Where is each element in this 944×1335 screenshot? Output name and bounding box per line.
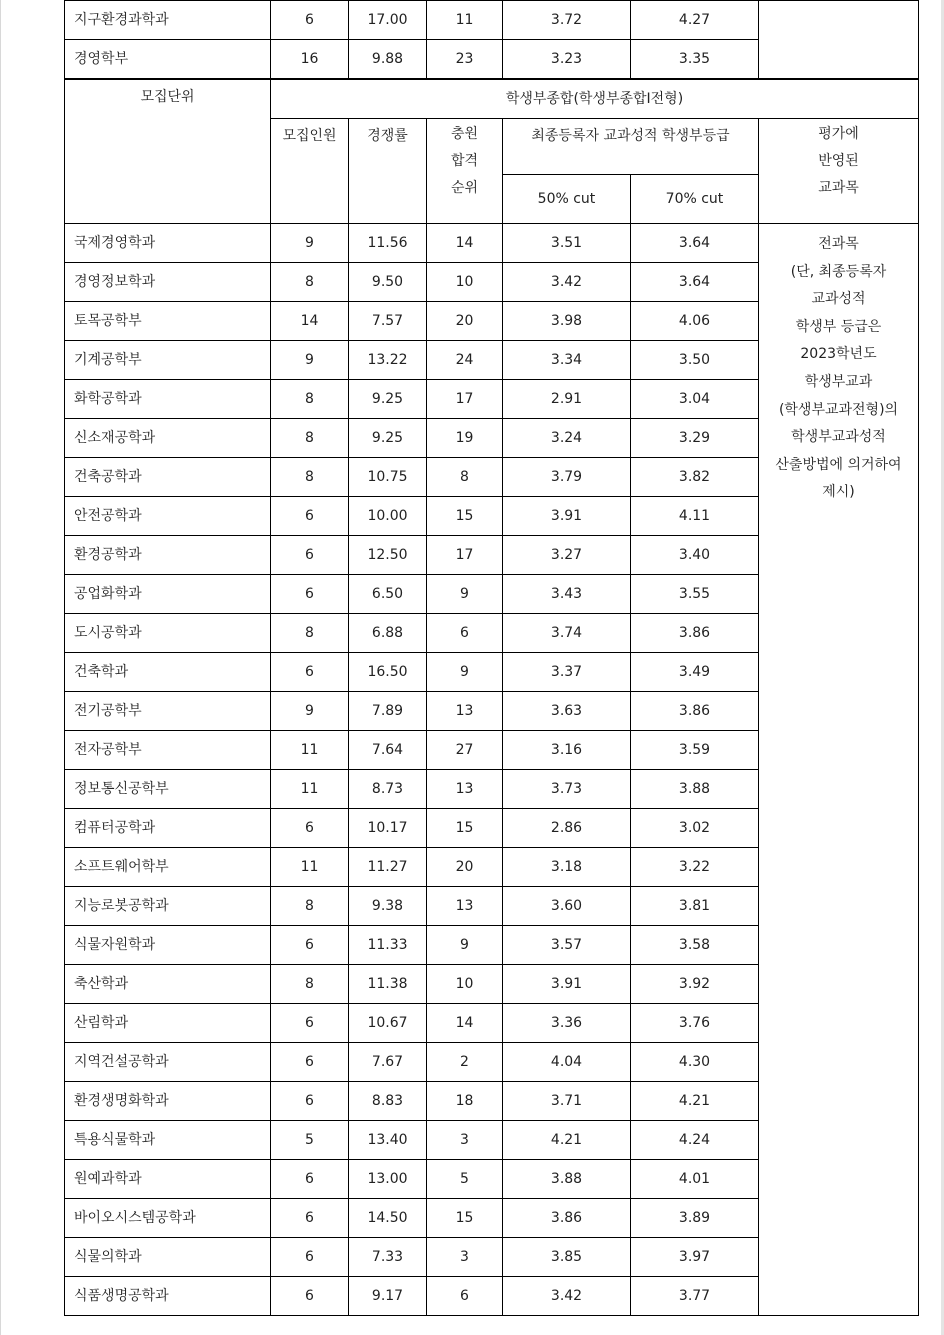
rank-value: 17 [427,380,503,419]
cut70-value: 4.21 [631,1082,759,1121]
cut50-value: 3.23 [503,40,631,80]
ratio-value: 13.00 [349,1160,427,1199]
cut50-value: 3.42 [503,263,631,302]
cut50-value: 3.16 [503,731,631,770]
quota-value: 9 [271,224,349,263]
ratio-value: 7.33 [349,1238,427,1277]
quota-value: 11 [271,731,349,770]
cut70-value: 3.49 [631,653,759,692]
quota-value: 8 [271,965,349,1004]
quota-value: 6 [271,575,349,614]
header-admission-type: 학생부종합(학생부종합I전형) [271,79,919,119]
cut70-value: 4.27 [631,1,759,40]
note-line: (단, 최종등록자 [790,263,887,280]
unit-name: 안전공학과 [65,497,271,536]
note-line: 학생부 등급은 [795,318,882,335]
header-unit: 모집단위 [65,79,271,224]
unit-name: 전자공학부 [65,731,271,770]
cut50-value: 3.37 [503,653,631,692]
prev-subjects-cell [759,1,919,80]
note-line: 산출방법에 의거하여 [775,456,902,473]
cut50-value: 3.72 [503,1,631,40]
cut50-value: 3.71 [503,1082,631,1121]
rank-value: 2 [427,1043,503,1082]
unit-name: 신소재공학과 [65,419,271,458]
ratio-value: 8.73 [349,770,427,809]
ratio-value: 7.57 [349,302,427,341]
quota-value: 16 [271,40,349,80]
header-rank-line: 충원 [450,126,479,142]
rank-value: 9 [427,926,503,965]
ratio-value: 7.89 [349,692,427,731]
unit-name: 지능로봇공학과 [65,887,271,926]
quota-value: 8 [271,380,349,419]
quota-value: 6 [271,497,349,536]
cut50-value: 3.18 [503,848,631,887]
unit-name: 경영학부 [65,40,271,80]
note-line: 제시) [822,484,855,501]
cut50-value: 3.98 [503,302,631,341]
quota-value: 6 [271,536,349,575]
cut70-value: 3.64 [631,224,759,263]
ratio-value: 13.22 [349,341,427,380]
cut50-value: 4.04 [503,1043,631,1082]
ratio-value: 9.88 [349,40,427,80]
rank-value: 18 [427,1082,503,1121]
cut70-value: 3.97 [631,1238,759,1277]
unit-name: 식물의학과 [65,1238,271,1277]
rank-value: 14 [427,1004,503,1043]
quota-value: 6 [271,1004,349,1043]
unit-name: 바이오시스템공학과 [65,1199,271,1238]
rank-value: 15 [427,809,503,848]
ratio-value: 10.67 [349,1004,427,1043]
cut50-value: 4.21 [503,1121,631,1160]
cut70-value: 3.86 [631,614,759,653]
quota-value: 11 [271,848,349,887]
unit-name: 공업화학과 [65,575,271,614]
unit-name: 기계공학부 [65,341,271,380]
header-row-1 [65,79,919,119]
quota-value: 6 [271,1,349,40]
cut50-value: 3.91 [503,965,631,1004]
header-rank-line: 합격 [450,153,479,169]
rank-value: 13 [427,692,503,731]
rank-value: 9 [427,653,503,692]
quota-value: 6 [271,809,349,848]
cut50-value: 3.34 [503,341,631,380]
admission-results-table [64,0,919,1316]
ratio-value: 13.40 [349,1121,427,1160]
cut70-value: 3.64 [631,263,759,302]
rank-value: 6 [427,1277,503,1316]
quota-value: 6 [271,1043,349,1082]
rank-value: 13 [427,887,503,926]
unit-name: 원예과학과 [65,1160,271,1199]
quota-value: 8 [271,458,349,497]
quota-value: 6 [271,1238,349,1277]
rank-value: 8 [427,458,503,497]
cut70-value: 4.01 [631,1160,759,1199]
quota-value: 11 [271,770,349,809]
header-quota: 모집인원 [271,119,349,224]
quota-value: 5 [271,1121,349,1160]
cut50-value: 3.86 [503,1199,631,1238]
header-rank [427,119,503,224]
table-row [65,224,919,263]
cut70-value: 3.29 [631,419,759,458]
ratio-value: 9.25 [349,380,427,419]
page-left-edge [0,0,1,1335]
cut50-value: 3.24 [503,419,631,458]
quota-value: 6 [271,1277,349,1316]
header-rank-line: 순위 [450,180,479,196]
ratio-value: 16.50 [349,653,427,692]
note-line: 교과성적 [811,291,866,308]
rank-value: 19 [427,419,503,458]
quota-value: 9 [271,692,349,731]
cut70-value: 4.06 [631,302,759,341]
cut50-value: 3.60 [503,887,631,926]
quota-value: 6 [271,926,349,965]
rank-value: 10 [427,263,503,302]
header-subjects-line: 평가에 [818,126,859,142]
cut70-value: 3.86 [631,692,759,731]
ratio-value: 9.17 [349,1277,427,1316]
cut70-value: 3.77 [631,1277,759,1316]
rank-value: 9 [427,575,503,614]
unit-name: 소프트웨어학부 [65,848,271,887]
cut70-value: 3.50 [631,341,759,380]
note-line: 2023학년도 [800,346,877,363]
unit-name: 축산학과 [65,965,271,1004]
quota-value: 8 [271,263,349,302]
cut70-value: 3.88 [631,770,759,809]
cut50-value: 3.43 [503,575,631,614]
ratio-value: 7.67 [349,1043,427,1082]
unit-name: 토목공학부 [65,302,271,341]
cut70-value: 3.22 [631,848,759,887]
header-subjects-line: 교과목 [818,180,859,196]
ratio-value: 14.50 [349,1199,427,1238]
cut50-value: 2.91 [503,380,631,419]
rank-value: 20 [427,848,503,887]
header-subjects [759,119,919,224]
ratio-value: 12.50 [349,536,427,575]
cut70-value: 3.02 [631,809,759,848]
unit-name: 정보통신공학부 [65,770,271,809]
quota-value: 6 [271,1160,349,1199]
quota-value: 6 [271,653,349,692]
note-line: 학생부교과성적 [791,429,886,446]
cut50-value: 3.36 [503,1004,631,1043]
cut50-value: 3.79 [503,458,631,497]
table-row [65,1,919,40]
cut70-value: 3.81 [631,887,759,926]
unit-name: 건축공학과 [65,458,271,497]
note-line: 전과목 [818,236,859,252]
unit-name: 산림학과 [65,1004,271,1043]
rank-value: 5 [427,1160,503,1199]
unit-name: 환경공학과 [65,536,271,575]
ratio-value: 10.00 [349,497,427,536]
quota-value: 8 [271,887,349,926]
rank-value: 17 [427,536,503,575]
unit-name: 국제경영학과 [65,224,271,263]
cut50-value: 3.51 [503,224,631,263]
rank-value: 6 [427,614,503,653]
rank-value: 13 [427,770,503,809]
header-ratio: 경쟁률 [349,119,427,224]
unit-name: 지역건설공학과 [65,1043,271,1082]
unit-name: 건축학과 [65,653,271,692]
ratio-value: 9.38 [349,887,427,926]
cut70-value: 3.92 [631,965,759,1004]
cut50-value: 3.63 [503,692,631,731]
ratio-value: 9.50 [349,263,427,302]
ratio-value: 11.38 [349,965,427,1004]
note-line: (학생부교과전형)의 [778,401,899,418]
quota-value: 8 [271,419,349,458]
cut50-value: 3.27 [503,536,631,575]
rank-value: 3 [427,1121,503,1160]
rank-value: 3 [427,1238,503,1277]
cut70-value: 3.04 [631,380,759,419]
cut70-value: 3.40 [631,536,759,575]
unit-name: 식품생명공학과 [65,1277,271,1316]
quota-value: 6 [271,1199,349,1238]
rank-value: 10 [427,965,503,1004]
unit-name: 컴퓨터공학과 [65,809,271,848]
header-grade-group: 최종등록자 교과성적 학생부등급 [503,119,759,175]
unit-name: 화학공학과 [65,380,271,419]
cut50-value: 3.73 [503,770,631,809]
ratio-value: 9.25 [349,419,427,458]
cut70-value: 3.76 [631,1004,759,1043]
quota-value: 6 [271,1082,349,1121]
cut70-value: 3.58 [631,926,759,965]
cut70-value: 3.55 [631,575,759,614]
quota-value: 8 [271,614,349,653]
ratio-value: 10.75 [349,458,427,497]
cut70-value: 3.82 [631,458,759,497]
cut50-value: 3.42 [503,1277,631,1316]
ratio-value: 10.17 [349,809,427,848]
header-cut70: 70% cut [631,175,759,224]
unit-name: 지구환경과학과 [65,1,271,40]
unit-name: 식물자원학과 [65,926,271,965]
rank-value: 15 [427,497,503,536]
ratio-value: 8.83 [349,1082,427,1121]
ratio-value: 6.88 [349,614,427,653]
rank-value: 27 [427,731,503,770]
unit-name: 전기공학부 [65,692,271,731]
unit-name: 환경생명화학과 [65,1082,271,1121]
subjects-note-cell [759,224,919,1316]
note-line: 학생부교과 [804,373,873,390]
cut50-value: 2.86 [503,809,631,848]
cut70-value: 4.11 [631,497,759,536]
cut70-value: 3.59 [631,731,759,770]
cut50-value: 3.88 [503,1160,631,1199]
ratio-value: 11.56 [349,224,427,263]
cut70-value: 4.24 [631,1121,759,1160]
cut50-value: 3.74 [503,614,631,653]
quota-value: 9 [271,341,349,380]
rank-value: 15 [427,1199,503,1238]
cut50-value: 3.91 [503,497,631,536]
header-cut50: 50% cut [503,175,631,224]
cut70-value: 3.89 [631,1199,759,1238]
rank-value: 11 [427,1,503,40]
rank-value: 23 [427,40,503,80]
unit-name: 특용식물학과 [65,1121,271,1160]
ratio-value: 6.50 [349,575,427,614]
cut50-value: 3.85 [503,1238,631,1277]
rank-value: 14 [427,224,503,263]
cut50-value: 3.57 [503,926,631,965]
cut70-value: 3.35 [631,40,759,80]
ratio-value: 11.27 [349,848,427,887]
rank-value: 24 [427,341,503,380]
unit-name: 도시공학과 [65,614,271,653]
ratio-value: 11.33 [349,926,427,965]
cut70-value: 4.30 [631,1043,759,1082]
rank-value: 20 [427,302,503,341]
quota-value: 14 [271,302,349,341]
ratio-value: 7.64 [349,731,427,770]
ratio-value: 17.00 [349,1,427,40]
header-subjects-line: 반영된 [818,153,859,169]
unit-name: 경영정보학과 [65,263,271,302]
